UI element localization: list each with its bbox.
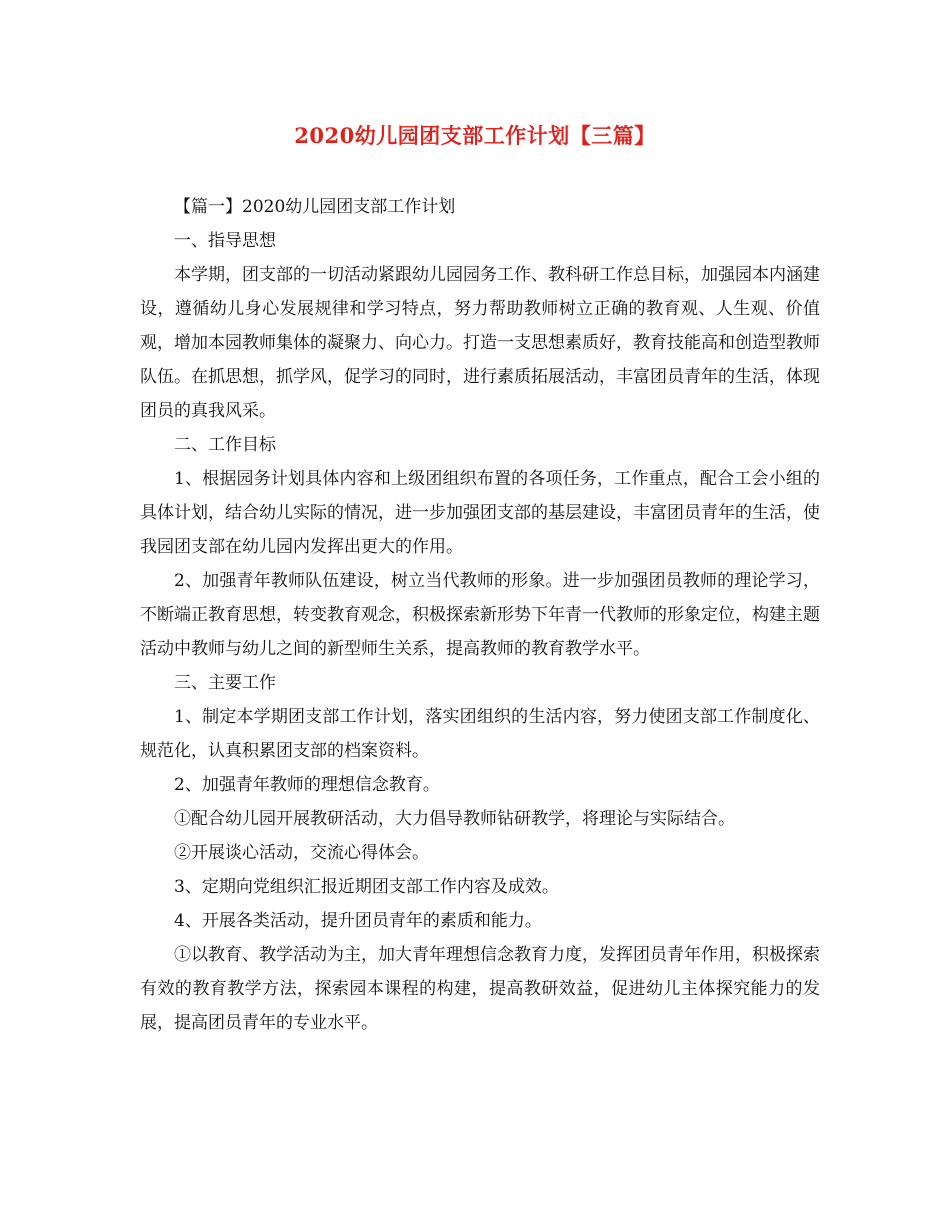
section-heading-main-work: 三、主要工作 [174, 673, 276, 693]
paragraph-work-4-item-1: ①以教育、教学活动为主，加大青年理想信念教育力度，发挥团员青年作用，积极探索有效的教育教学方法，探索园本课程的构建，提高教研效益，促进幼儿主体探究能力的发展，提高团员青年的专业水平。 [140, 945, 820, 1033]
document-body [140, 190, 820, 1040]
paragraph-work-2-item-1: ①配合幼儿园开展教研活动，大力倡导教师钻研教学，将理论与实际结合。 [174, 809, 735, 829]
document-title: 2020幼儿园团支部工作计划【三篇】 [294, 123, 656, 148]
paragraph-goal-2: 2、加强青年教师队伍建设，树立当代教师的形象。进一步加强团员教师的理论学习，不断端正教育思想，转变教育观念，积极探索新形势下年青一代教师的形象定位，构建主题活动中教师与幼儿之间的新型师生关系，提高教师的教育教学水平。 [140, 571, 820, 659]
paragraph-work-2: 2、加强青年教师的理想信念教育。 [174, 775, 440, 795]
section-heading-work-goals: 二、工作目标 [174, 435, 276, 455]
paragraph-work-1: 1、制定本学期团支部工作计划，落实团组织的生活内容，努力使团支部工作制度化、规范化，认真积累团支部的档案资料。 [140, 707, 820, 761]
section-heading-part-one: 【篇一】2020幼儿园团支部工作计划 [174, 197, 456, 217]
paragraph-work-2-item-2: ②开展谈心活动，交流心得体会。 [174, 843, 429, 863]
section-heading-guiding-ideology: 一、指导思想 [174, 231, 276, 251]
paragraph-goal-1: 1、根据园务计划具体内容和上级团组织布置的各项任务，工作重点，配合工会小组的具体计划，结合幼儿实际的情况，进一步加强团支部的基层建设，丰富团员青年的生活，使我园团支部在幼儿园内发挥出更大的作用。 [140, 469, 820, 557]
paragraph-guiding-ideology: 本学期，团支部的一切活动紧跟幼儿园园务工作、教科研工作总目标，加强园本内涵建设，遵循幼儿身心发展规律和学习特点，努力帮助教师树立正确的教育观、人生观、价值观，增加本园教师集体的凝聚力、向心力。打造一支思想素质好，教育技能高和创造型教师队伍。在抓思想，抓学风，促学习的同时，进行素质拓展活动，丰富团员青年的生活，体现团员的真我风采。 [140, 265, 820, 421]
paragraph-work-3: 3、定期向党组织汇报近期团支部工作内容及成效。 [174, 877, 559, 897]
paragraph-work-4: 4、开展各类活动，提升团员青年的素质和能力。 [174, 911, 542, 931]
